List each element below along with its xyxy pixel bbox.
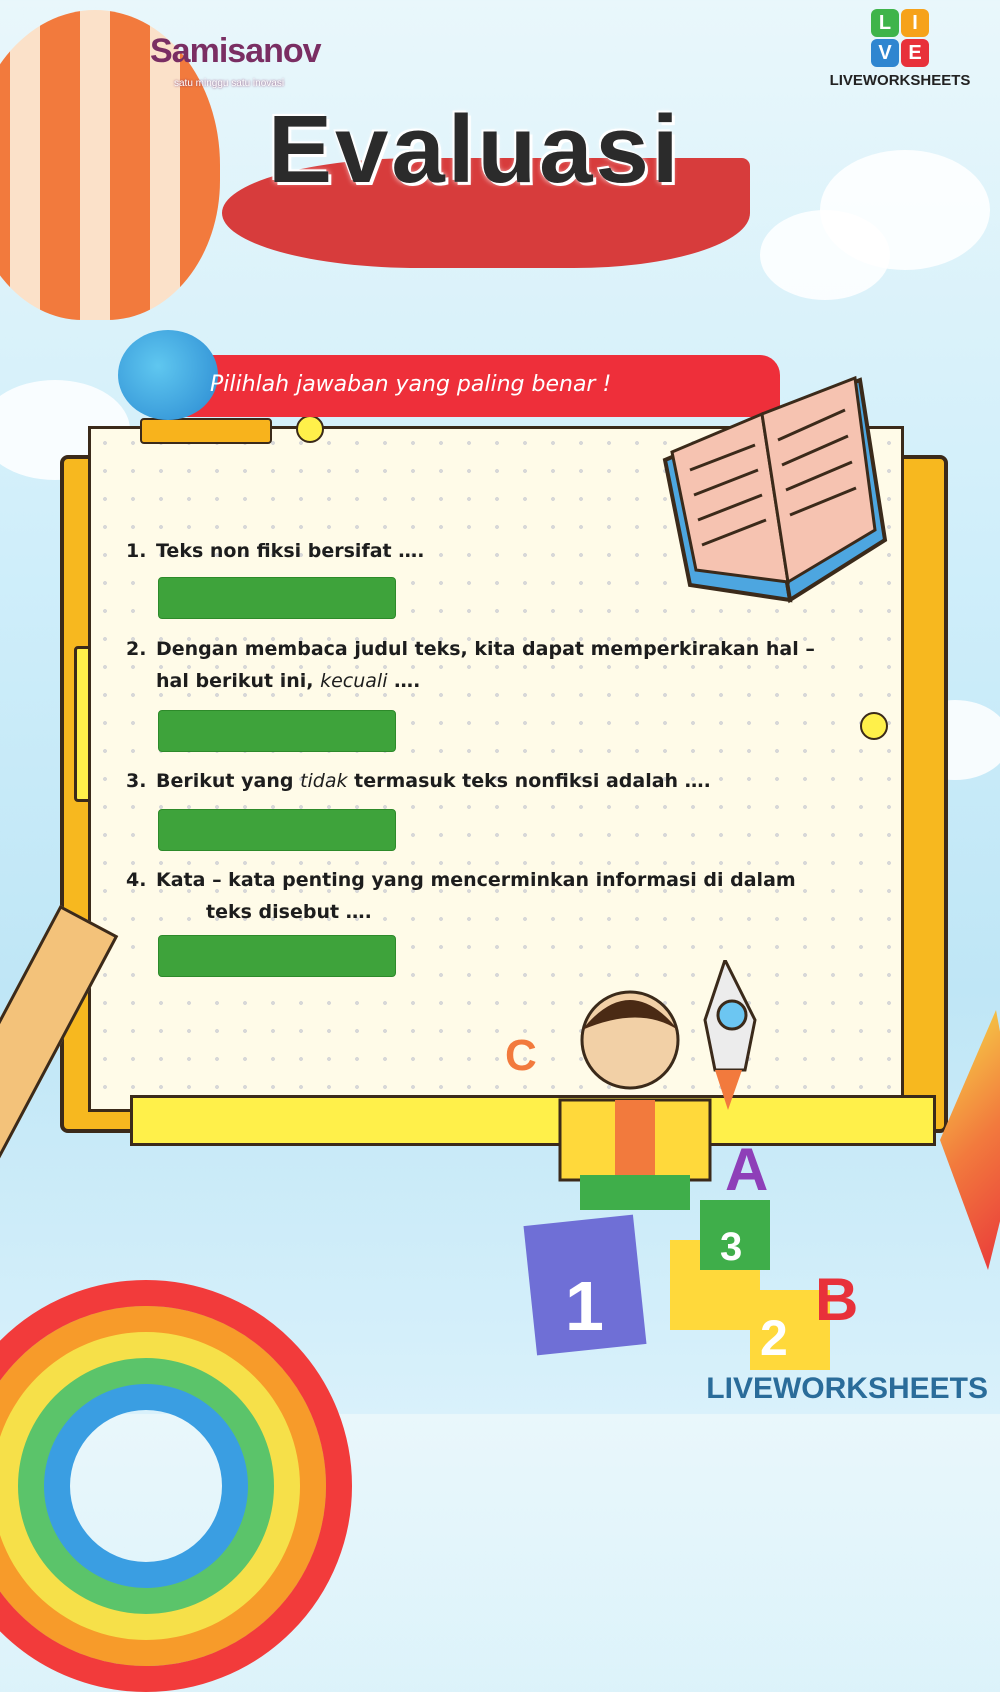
logo-tile: I (901, 9, 929, 37)
svg-text:C: C (505, 1031, 537, 1080)
logo-tile: L (871, 9, 899, 37)
liveworksheets-logo (820, 8, 980, 98)
question-2 (126, 633, 866, 697)
page-title: Evaluasi (268, 96, 682, 203)
rainbow (0, 1280, 352, 1692)
question-text-line2: teks disebut …. (206, 901, 372, 923)
logo-tile: V (871, 39, 899, 67)
brand-logo (150, 20, 360, 90)
question-number: 2. (126, 638, 147, 660)
brand-name: Samisanov (150, 32, 321, 70)
open-book-icon (660, 370, 890, 610)
question-text: Teks non fiksi bersifat …. (156, 540, 425, 562)
svg-text:3: 3 (720, 1225, 743, 1269)
answer-field-2[interactable] (158, 710, 396, 752)
question-text-line2: hal berikut ini, (156, 670, 321, 692)
question-text-suffix: …. (387, 670, 421, 692)
brand-tagline: satu minggu satu inovasi (174, 78, 285, 89)
board-knob (860, 712, 888, 740)
question-number: 1. (126, 540, 147, 562)
question-3 (126, 765, 711, 797)
question-number: 3. (126, 770, 147, 792)
question-text-suffix: termasuk teks nonfiksi adalah …. (347, 770, 711, 792)
answer-field-4[interactable] (158, 935, 396, 977)
kid-reading-illustration (470, 960, 900, 1400)
board-tab (140, 418, 272, 444)
question-emphasis: tidak (300, 770, 348, 792)
logo-tile: E (901, 39, 929, 67)
answer-field-3[interactable] (158, 809, 396, 851)
board-knob (296, 415, 324, 443)
question-number: 4. (126, 869, 147, 891)
question-text-line1: Dengan membaca judul teks, kita dapat memperkirakan hal – (156, 638, 815, 660)
svg-text:A: A (725, 1136, 769, 1203)
footer-watermark: LIVEWORKSHEETS (706, 1372, 988, 1405)
svg-text:1: 1 (565, 1267, 604, 1345)
question-text-line1: Kata – kata penting yang mencerminkan informasi di dalam (156, 869, 796, 891)
kite-icon (940, 1010, 1000, 1270)
question-text: Berikut yang (156, 770, 301, 792)
instruction-text: Pilihlah jawaban yang paling benar ! (210, 372, 612, 397)
liveworksheets-text: LIVEWORKSHEETS (829, 72, 971, 89)
question-1 (126, 535, 424, 567)
answer-field-1[interactable] (158, 577, 396, 619)
question-4 (126, 864, 846, 928)
cloud (760, 210, 890, 300)
globe-mascot-icon (118, 330, 218, 420)
question-emphasis: kecuali (320, 670, 388, 692)
svg-text:2: 2 (760, 1310, 788, 1366)
svg-text:B: B (815, 1266, 859, 1333)
